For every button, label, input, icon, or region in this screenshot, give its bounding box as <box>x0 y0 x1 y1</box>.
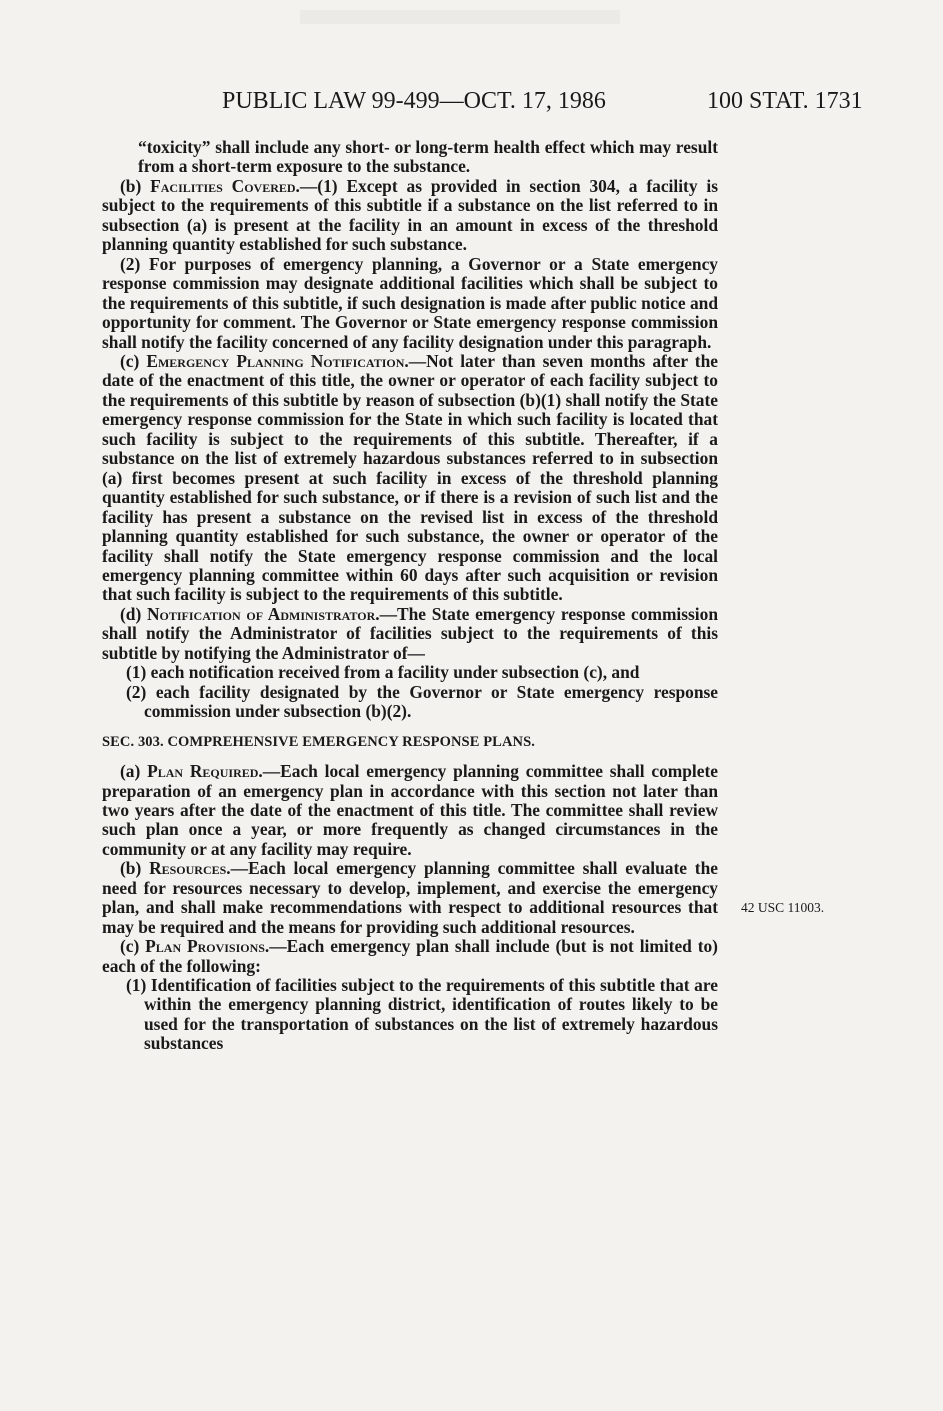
subsection-heading: Emergency Planning Notification. <box>146 350 409 371</box>
running-header-page-number: 100 STAT. 1731 <box>707 88 863 114</box>
running-header-title: PUBLIC LAW 99-499—OCT. 17, 1986 <box>222 88 606 114</box>
paragraph-designation: (2) For purposes of emergency planning, a Governor or a State emergency response commission may designate additional facilities which shall be subject to the requirements of this subtitle, if such designation is made after public notice and opportunity for comment. The Governor or State emergency response commission shall notify the facility concerned of any facility designation under this paragraph. <box>102 253 718 352</box>
paragraph-plan-provisions <box>102 937 718 976</box>
subsection-text: —Each local emergency planning committee shall evaluate the need for resources necessary to develop, implement, and exercise the emergency plan, and shall make recommendations with respect to additional resources that may be required and the means for providing such additional resources. <box>102 858 718 937</box>
subsection-text: —Not later than seven months after the date of the enactment of this title, the owner or operator of each facility subject to the requirements of this subtitle by reason of subsection (b)(1) shall notify the State emergency response commission for the State in which such facility is located that such facility is subject to the requirements of this subtitle. Thereafter, if a substance on the list of extremely hazardous substances referred to in subsection (a) first becomes present at such facility in excess of the threshold planning quantity established for such substance, or if there is a revision of such list and the facility has present a substance on the revised list in excess of the threshold planning quantity established for such substance, the owner or operator of the facility shall notify the State emergency response commission and the local emergency planning committee within 60 days after such acquisition or revision that such facility is subject to the requirements of this subtitle. <box>102 350 718 605</box>
list-item-notification: (1) each notification received from a facility under subsection (c), and <box>126 662 640 683</box>
subsection-label: (c) <box>120 350 140 371</box>
subsection-heading: Plan Provisions. <box>145 936 270 957</box>
subsection-heading: Facilities Covered. <box>150 175 300 196</box>
subsection-label: (a) <box>120 761 141 782</box>
paragraph-notification-of-administrator <box>102 605 718 663</box>
subsection-heading: Resources. <box>149 858 231 879</box>
section-heading: SEC. 303. COMPREHENSIVE EMERGENCY RESPONSE PLANS. <box>102 733 535 750</box>
subsection-text: —(1) Except as provided in section 304, a facility is subject to the requirements of this subtitle if a substance on the list referred to in subsection (a) is present at the facility in an amount in excess of the threshold planning quantity established for such substance. <box>102 175 718 255</box>
subsection-text: —The State emergency response commission shall notify the Administrator of facilities subject to the requirements of this subtitle by notifying the Administrator of— <box>102 603 718 663</box>
margin-citation: 42 USC 11003. <box>741 900 825 915</box>
subsection-text: —Each emergency plan shall include (but is not limited to) each of the following: <box>102 936 718 976</box>
paragraph-facilities-covered <box>102 177 718 255</box>
subsection-label: (d) <box>120 603 142 624</box>
body-text <box>102 138 718 1054</box>
list-item-identification-of-facilities: (1) Identification of facilities subject to the requirements of this subtitle that are within the emergency planning district, identification of routes likely to be used for the transportation of substances on the list of extremely hazardous substances <box>126 975 718 1054</box>
list-item-designated-facility: (2) each facility designated by the Governor or State emergency response commission under subsection (b)(2). <box>126 681 718 722</box>
paragraph-plan-required <box>102 762 718 859</box>
paragraph-resources <box>102 859 718 937</box>
subsection-label: (b) <box>120 858 142 879</box>
paragraph-emergency-planning-notification <box>102 352 718 605</box>
paragraph-toxicity: “toxicity” shall include any short- or long-term health effect which may result from a short-term exposure to the substance. <box>138 137 718 177</box>
subsection-heading: Plan Required. <box>147 761 263 782</box>
subsection-heading: Notification of Administrator. <box>146 603 380 624</box>
subsection-label: (b) <box>120 175 142 196</box>
bleed-through-shadow <box>300 10 620 24</box>
subsection-label: (c) <box>120 936 140 957</box>
subsection-text: —Each local emergency planning committee shall complete preparation of an emergency plan in accordance with this section not later than two years after the date of the enactment of this title. The committee shall review such plan once a year, or more frequently as changed circumstances in the community or at any facility may require. <box>102 761 718 859</box>
